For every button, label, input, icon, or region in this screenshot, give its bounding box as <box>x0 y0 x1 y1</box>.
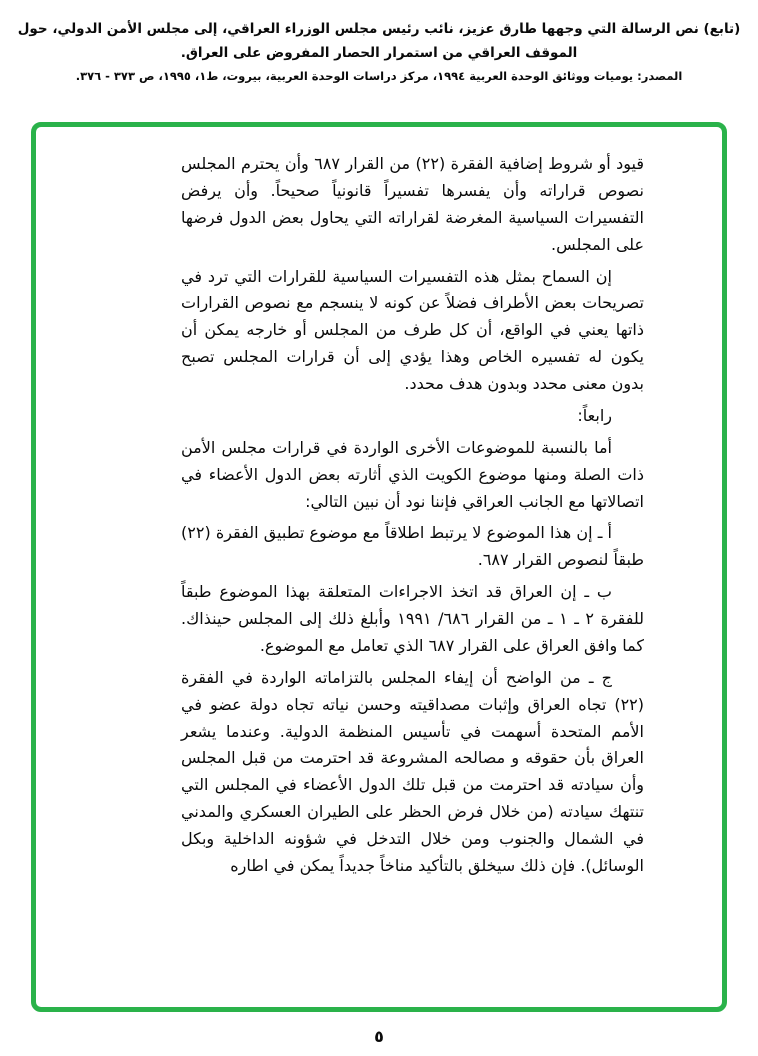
paragraph-continuation: قيود أو شروط إضافية الفقرة (٢٢) من القرار ٦٨٧ وأن يحترم المجلس نصوص قراراته وأن يفسرها تفسيراً قانونياً صحيحاً. وأن يرفض التفسيرات السياسية المغرضة لقراراته التي يحاول بعض الدول فرضها على المجلس. <box>181 154 644 254</box>
list-item-j: ج ـ من الواضح أن إيفاء المجلس بالتزاماته الواردة في الفقرة (٢٢) تجاه العراق وإثبات مصداقيته وحسن نياته تجاه دولة عضو في الأمم المتحدة أسهمت في تأسيس المنظمة الدولية. وعندما يشعر العراق بأن حقوقه و مصالحه المشروعة قد احترمت من قبل المجلس وأن سيادته قد احترمت من قبل تلك الدول الأعضاء في المجلس التي تنتهك سيادته (من خلال فرض الحظر على الطيران العسكري والمدني في الشمال والجنوب ومن خلال التدخل في شؤونه الداخلية وبكل الوسائل). فإن ذلك سيخلق بالتأكيد مناخاً جديداً يمكن في اطاره <box>181 667 644 875</box>
page-number: ٥ <box>374 1027 384 1046</box>
document-header <box>0 0 758 88</box>
paragraph-interpretations: إن السماح بمثل هذه التفسيرات السياسية للقرارات التي ترد في تصريحات بعض الأطراف فضلاً عن كونه لا ينسجم مع نصوص القرارات ذاتها يعني في الواقع، أن كل طرف من المجلس أو خارجه يمكن أن يكون له تفسيره الخاص وهذا يؤدي إلى أن قرارات المجلس تصبح بدون معنى محدد وبدون هدف محدد. <box>181 266 644 393</box>
letter-paragraphs <box>181 151 644 880</box>
header-title-line-2: الموقف العراقي من استمرار الحصار المفروض على العراق. <box>180 44 578 61</box>
letter-body-box <box>31 122 727 1012</box>
header-title-line-1: (تابع) نص الرسالة التي وجهها طارق عزيز، نائب رئيس مجلس الوزراء العراقي، إلى مجلس الأمن الدولي، حول <box>17 21 741 37</box>
paragraph-other-topics: أما بالنسبة للموضوعات الأخرى الواردة في قرارات مجلس الأمن ذات الصلة ومنها موضوع الكويت الذي أثارته بعض الدول الأعضاء في اتصالاتها مع الجانب العراقي فإننا نود أن نبين التالي: <box>181 437 644 511</box>
list-item-a: أ ـ إن هذا الموضوع لا يرتبط اطلاقاً مع موضوع تطبيق الفقرة (٢٢) طبقاً لنصوص القرار ٦٨٧. <box>181 523 644 570</box>
list-item-b: ب ـ إن العراق قد اتخذ الاجراءات المتعلقة بهذا الموضوع طبقاً للفقرة ٢ ـ ١ ـ من القرار ٦٨٦/ ١٩٩١ وأبلغ ذلك إلى المجلس حينذاك. كما وافق العراق على القرار ٦٨٧ الذي تعامل مع الموضوع. <box>181 582 645 655</box>
header-source-line: المصدر: يوميات ووثائق الوحدة العربية ١٩٩٤، مركز دراسات الوحدة العربية، بيروت، ط١، ١٩٩٥، ص ٣٧٣ - ٣٧٦. <box>75 69 683 84</box>
section-heading-fourth: رابعاً: <box>577 405 612 425</box>
